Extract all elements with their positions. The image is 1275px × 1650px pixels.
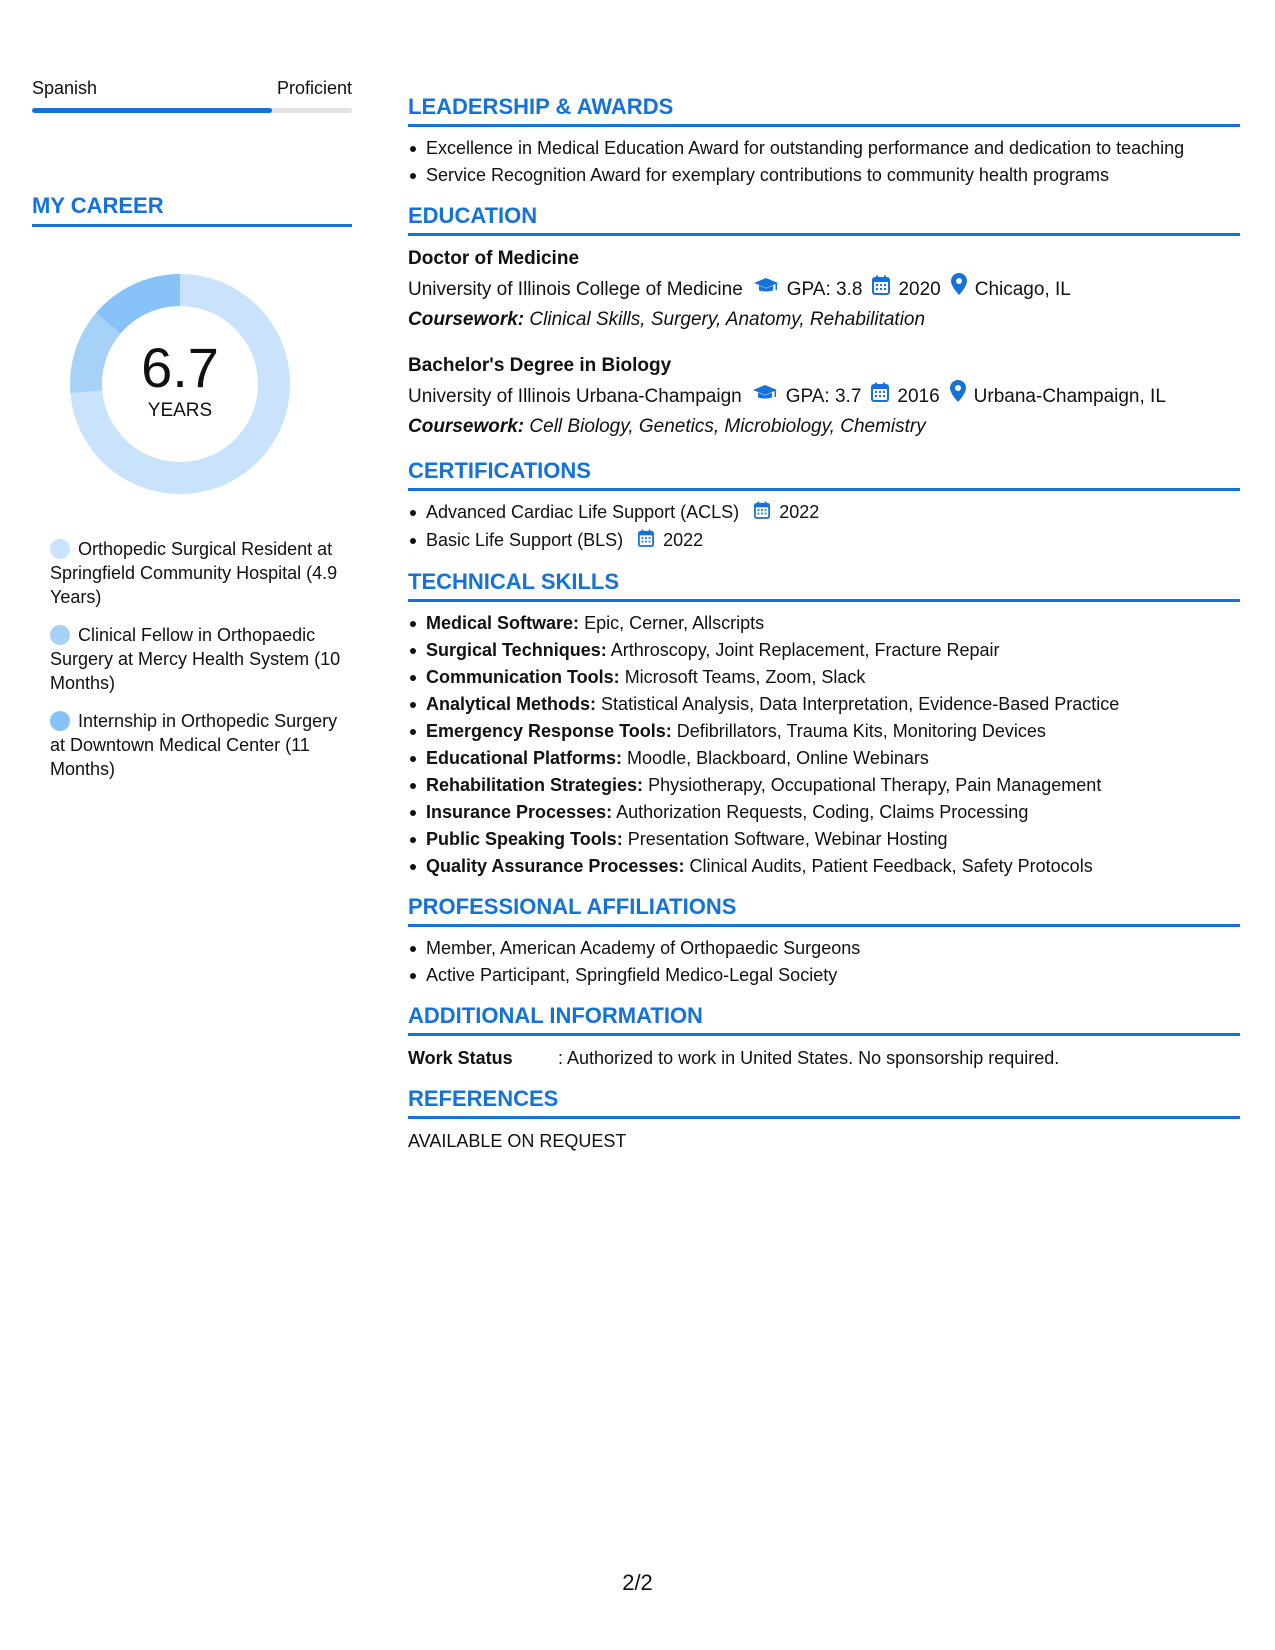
location: Chicago, IL [974,278,1071,300]
school-line [408,380,1240,412]
skill-label: Analytical Methods: [426,693,597,714]
skill-label: Communication Tools: [426,666,620,687]
calendar-icon [754,500,770,527]
legend-dot [50,711,70,731]
list-item [408,527,1240,555]
skill-value: Microsoft Teams, Zoom, Slack [624,666,866,687]
list-item [408,718,1240,745]
info-value: : Authorized to work in United States. No sponsorship required. [558,1047,1060,1068]
donut-center [65,269,295,499]
legend-item [50,537,352,609]
school-name: University of Illinois Urbana-Champaign [408,385,742,407]
section-title: TECHNICAL SKILLS [408,569,1240,602]
gpa: GPA: 3.8 [786,278,863,300]
references-text: AVAILABLE ON REQUEST [408,1130,627,1151]
certification-year: 2022 [663,529,704,550]
legend-dot [50,539,70,559]
certification-name: Basic Life Support (BLS) [426,529,624,550]
skill-value: Arthroscopy, Joint Replacement, Fracture Repair [610,639,1000,660]
section-education [408,203,1240,442]
list-item: Member, American Academy of Orthopaedic Surgeons [408,935,1240,962]
skill-value: Defibrillators, Trauma Kits, Monitoring Devices [676,720,1046,741]
career-legend [32,537,352,781]
skill-value: Clinical Audits, Patient Feedback, Safety Protocols [689,855,1093,876]
section-title: CERTIFICATIONS [408,458,1240,491]
language-proficiency-fill [32,108,272,113]
section-technical-skills [408,569,1240,880]
skill-label: Quality Assurance Processes: [426,855,685,876]
calendar-icon [872,274,890,305]
list-item: Service Recognition Award for exemplary contributions to community health programs [408,162,1240,189]
calendar-icon [638,528,654,555]
skills-list [408,610,1240,880]
total-years-value: 6.7 [141,336,219,399]
section-title: ADDITIONAL INFORMATION [408,1003,1240,1036]
list-item [408,637,1240,664]
skill-value: Moodle, Blackboard, Online Webinars [627,747,929,768]
certification-year: 2022 [779,502,820,522]
skill-label: Surgical Techniques: [426,639,607,660]
coursework-line [408,305,1240,335]
list-item: Excellence in Medical Education Award for outstanding performance and dedication to teaching [408,135,1240,162]
legend-label: Orthopedic Surgical Resident at Springfield Community Hospital (4.9 Years) [50,539,338,607]
list-item [408,826,1240,853]
legend-label: Internship in Orthopedic Surgery at Downtown Medical Center (11 Months) [50,711,338,779]
info-row [408,1044,1240,1072]
certifications-list [408,499,1240,555]
coursework-label: Coursework: [408,309,525,330]
calendar-icon [871,381,889,412]
location-pin-icon [951,273,967,305]
location-pin-icon [950,380,966,412]
page-number: 2/2 [622,1570,653,1595]
list-item [408,745,1240,772]
legend-item [50,623,352,695]
graduation-cap-icon [752,381,778,412]
certification-name: Advanced Cardiac Life Support (ACLS) [426,502,740,522]
list-item: Active Participant, Springfield Medico-Legal Society [408,962,1240,989]
education-entry [408,244,1240,335]
list-item [408,853,1240,880]
section-affiliations [408,894,1240,989]
skill-label: Public Speaking Tools: [426,828,623,849]
language-name: Spanish [32,78,98,98]
legend-item [50,709,352,781]
skill-label: Emergency Response Tools: [426,720,672,741]
coursework: Clinical Skills, Surgery, Anatomy, Rehabilitation [529,309,926,330]
section-title: REFERENCES [408,1086,1240,1119]
skill-value: Epic, Cerner, Allscripts [584,612,765,633]
skill-label: Insurance Processes: [426,801,613,822]
affiliations-list [408,935,1240,989]
list-item [408,691,1240,718]
section-certifications [408,458,1240,555]
skill-value: Presentation Software, Webinar Hosting [627,828,948,849]
coursework-line [408,412,1240,442]
career-heading: MY CAREER [32,193,352,227]
main-content [408,94,1240,1169]
gpa: GPA: 3.7 [785,385,862,407]
coursework: Cell Biology, Genetics, Microbiology, Chemistry [529,416,926,437]
coursework-label: Coursework: [408,416,525,437]
legend-label: Clinical Fellow in Orthopaedic Surgery at Mercy Health System (10 Months) [50,625,341,693]
section-title: EDUCATION [408,203,1240,236]
skill-value: Physiotherapy, Occupational Therapy, Pain Management [648,774,1102,795]
graduation-year: 2020 [898,278,941,300]
degree: Doctor of Medicine [408,248,580,269]
school-line [408,273,1240,305]
legend-dot [50,625,70,645]
language-proficiency-bar [32,108,352,113]
leadership-list [408,135,1240,189]
education-entry [408,351,1240,442]
info-key: Work Status [408,1047,513,1068]
list-item [408,610,1240,637]
list-item [408,799,1240,826]
school-name: University of Illinois College of Medicine [408,278,743,300]
section-references [408,1086,1240,1155]
career-donut-chart [65,269,295,499]
graduation-year: 2016 [897,385,940,407]
language-row [32,78,352,99]
section-additional-information [408,1003,1240,1072]
list-item [408,772,1240,799]
degree: Bachelor's Degree in Biology [408,355,672,376]
language-level: Proficient [276,78,352,98]
skill-value: Statistical Analysis, Data Interpretation, Evidence-Based Practice [601,693,1120,714]
graduation-cap-icon [753,274,779,305]
section-leadership [408,94,1240,189]
sidebar [32,78,352,795]
section-title: LEADERSHIP & AWARDS [408,94,1240,127]
section-title: PROFESSIONAL AFFILIATIONS [408,894,1240,927]
skill-label: Medical Software: [426,612,580,633]
skill-label: Educational Platforms: [426,747,623,768]
skill-label: Rehabilitation Strategies: [426,774,644,795]
list-item [408,664,1240,691]
location: Urbana-Champaign, IL [973,385,1166,407]
total-years-unit: YEARS [147,400,213,421]
list-item [408,499,1240,527]
skill-value: Authorization Requests, Coding, Claims Processing [616,801,1029,822]
